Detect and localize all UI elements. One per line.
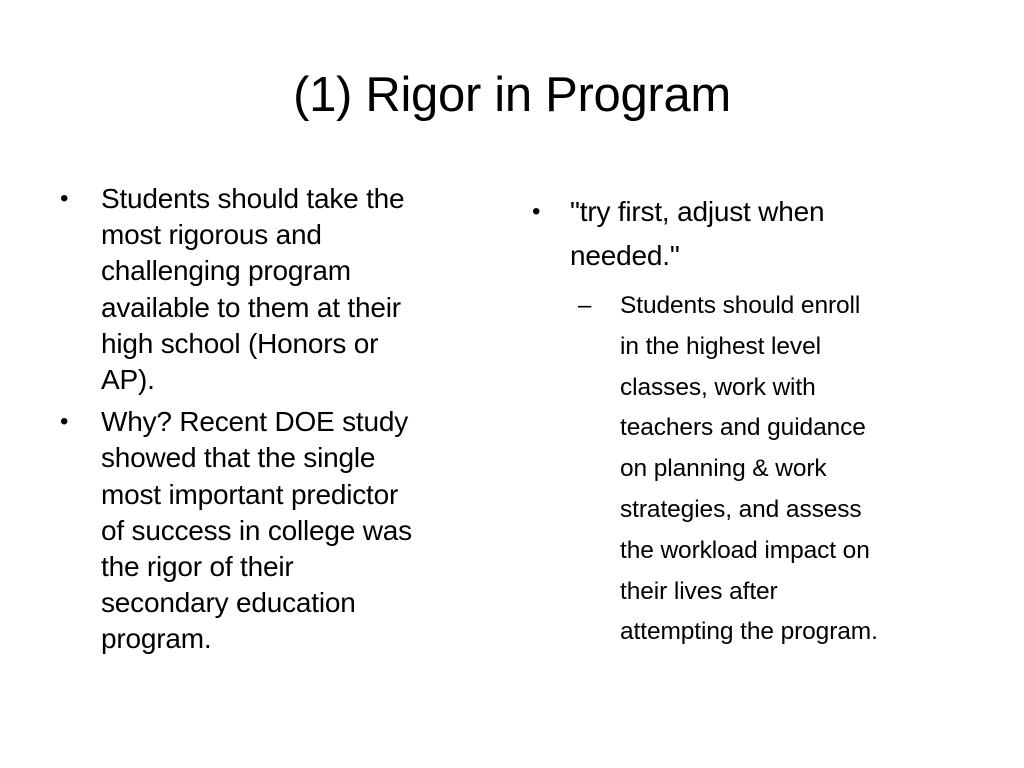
bullet-line: needed." bbox=[570, 240, 680, 271]
dash-icon: – bbox=[578, 292, 592, 319]
left-bullet-list bbox=[60, 181, 500, 658]
bullet-line: AP). bbox=[101, 364, 155, 396]
bullet-item bbox=[532, 190, 972, 653]
sub-bullet-line: in the highest level bbox=[620, 332, 821, 360]
right-bullet-list bbox=[532, 190, 972, 653]
bullet-line: secondary education bbox=[101, 587, 356, 619]
bullet-line: of success in college was bbox=[101, 514, 412, 546]
bullet-line: "try first, adjust when bbox=[570, 196, 825, 227]
sub-bullet-line: strategies, and assess bbox=[620, 495, 862, 523]
bullet-line: most important predictor bbox=[101, 478, 399, 510]
bullet-icon: • bbox=[532, 198, 541, 225]
sub-bullet-line: teachers and guidance bbox=[620, 414, 866, 442]
slide-title: (1) Rigor in Program bbox=[293, 68, 731, 122]
sub-bullet-line: classes, work with bbox=[620, 373, 816, 401]
sub-bullet-line: the workload impact on bbox=[620, 536, 870, 564]
bullet-icon: • bbox=[60, 185, 69, 212]
sub-bullet-line: attempting the program. bbox=[620, 618, 878, 646]
sub-bullet-line: Students should enroll bbox=[620, 292, 861, 319]
bullet-item bbox=[60, 181, 500, 398]
bullet-line: showed that the single bbox=[101, 442, 376, 474]
sub-bullet-list bbox=[570, 286, 972, 653]
bullet-line: high school (Honors or bbox=[101, 327, 379, 359]
sub-bullet-item bbox=[570, 286, 972, 653]
bullet-line: challenging program bbox=[101, 255, 351, 287]
bullet-line: Students should take the bbox=[101, 183, 405, 214]
bullet-line: Why? Recent DOE study bbox=[101, 406, 409, 438]
sub-bullet-line: on planning & work bbox=[620, 455, 827, 483]
bullet-line: available to them at their bbox=[101, 291, 401, 323]
bullet-line: most rigorous and bbox=[101, 219, 322, 251]
bullet-line: program. bbox=[101, 623, 212, 655]
bullet-icon: • bbox=[60, 408, 69, 436]
sub-bullet-line: their lives after bbox=[620, 577, 778, 605]
bullet-item bbox=[60, 404, 500, 657]
bullet-line: the rigor of their bbox=[101, 551, 294, 583]
